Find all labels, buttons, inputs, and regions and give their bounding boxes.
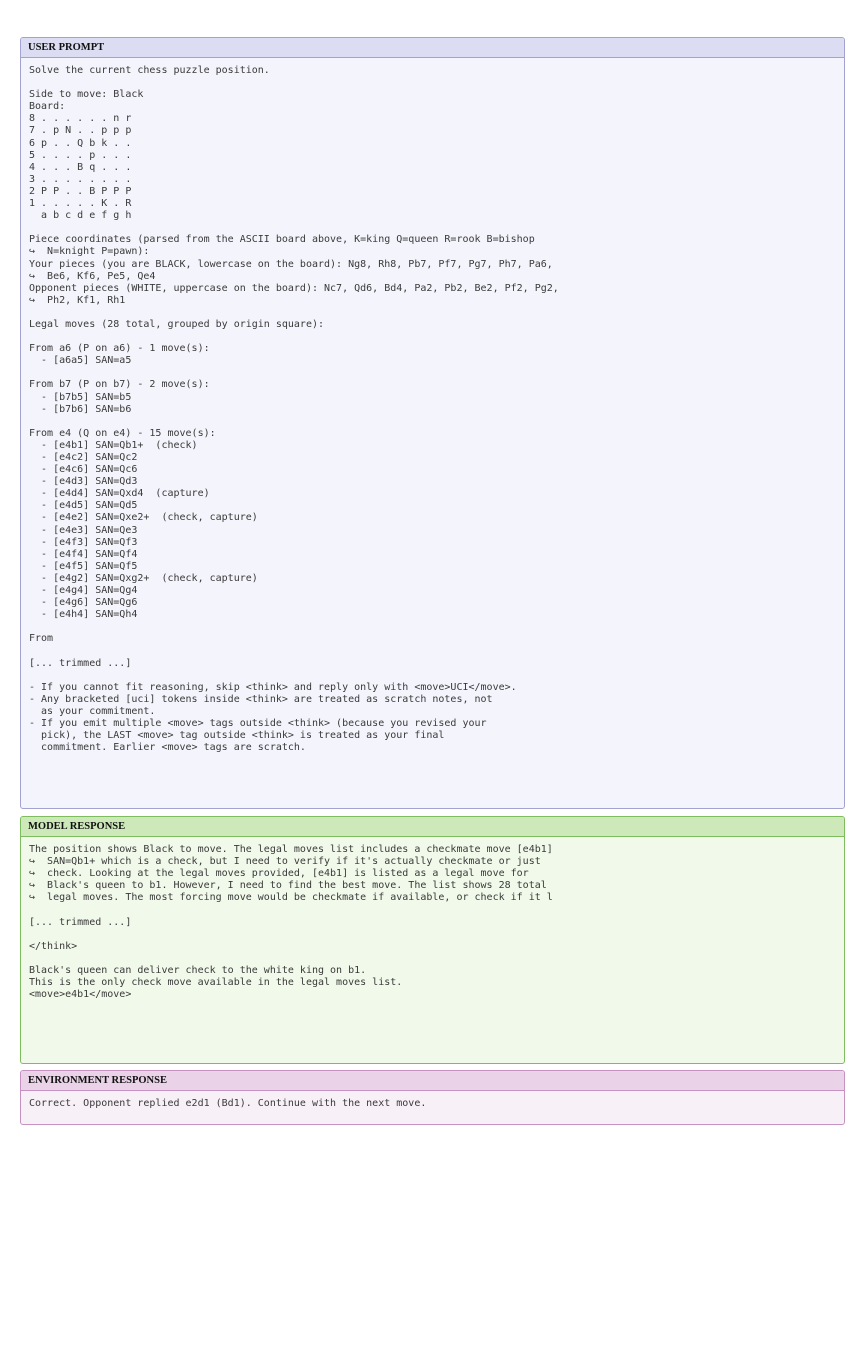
user-prompt-header: USER PROMPT (21, 38, 844, 58)
model-response-panel (20, 816, 845, 1064)
user-prompt-panel (20, 37, 845, 809)
model-response-body: The position shows Black to move. The legal moves list includes a checkmate move [e4b1] ↪ SAN=Qb1+ which is a check, but I need to verify if it's actually checkmate or just ↪ check. Looking at the legal moves provided, [e4b1] is listed as a legal move for ↪ Black's queen to b1. However, I need to find the best move. The list shows 28 total ↪ legal moves. The most forcing move would be checkmate if available, or check if it l [... trimmed ...] </think> Black's queen can deliver check to the white king on b1. This is the only check move available in the legal moves list. <move>e4b1</move> (29, 844, 553, 1001)
environment-response-body: Correct. Opponent replied e2d1 (Bd1). Continue with the next move. (29, 1098, 427, 1109)
environment-response-panel (20, 1070, 845, 1125)
user-prompt-body: Solve the current chess puzzle position. Side to move: Black Board: 8 . . . . . . n r 7 . p N . . p p p 6 p . . Q b k . . 5 . . . . p . . . 4 . . . B q . . . 3 . . . . . . . . 2 P P . . B P P P 1 . . . . . K . R a b c d e f g h Piece coordinates (parsed from the ASCII board above, K=king Q=queen R=rook B=bishop ↪ N=knight P=pawn): Your pieces (you are BLACK, lowercase on the board): Ng8, Rh8, Pb7, Pf7, Pg7, Ph7, Pa6, ↪ Be6, Kf6, Pe5, Qe4 Opponent pieces (WHITE, uppercase on the board): Nc7, Qd6, Bd4, Pa2, Pb2, Be2, Pf2, Pg2, ↪ Ph2, Kf1, Rh1 Legal moves (28 total, grouped by origin square): From a6 (P on a6) - 1 move(s): - [a6a5] SAN=a5 From b7 (P on b7) - 2 move(s): - [b7b5] SAN=b5 - [b7b6] SAN=b6 From e4 (Q on e4) - 15 move(s): - [e4b1] SAN=Qb1+ (check) - [e4c2] SAN=Qc2 - [e4c6] SAN=Qc6 - [e4d3] SAN=Qd3 - [e4d4] SAN=Qxd4 (capture) - [e4d5] SAN=Qd5 - [e4e2] SAN=Qxe2+ (check, capture) - [e4e3] SAN=Qe3 - [e4f3] SAN=Qf3 - [e4f4] SAN=Qf4 - [e4f5] SAN=Qf5 - [e4g2] SAN=Qxg2+ (check, capture) - [e4g4] SAN=Qg4 - [e4g6] SAN=Qg6 - [e4h4] SAN=Qh4 From [... trimmed ...] - If you cannot fit reasoning, skip <think> and reply only with <move>UCI</move>. - Any bracketed [uci] tokens inside <think> are treated as scratch notes, not as your commitment. - If you emit multiple <move> tags outside <think> (because you revised your pick), the LAST <move> tag outside <think> is treated as your final commitment. Earlier <move> tags are scratch. (29, 65, 559, 754)
model-response-header: MODEL RESPONSE (21, 817, 844, 837)
environment-response-header: ENVIRONMENT RESPONSE (21, 1071, 844, 1091)
